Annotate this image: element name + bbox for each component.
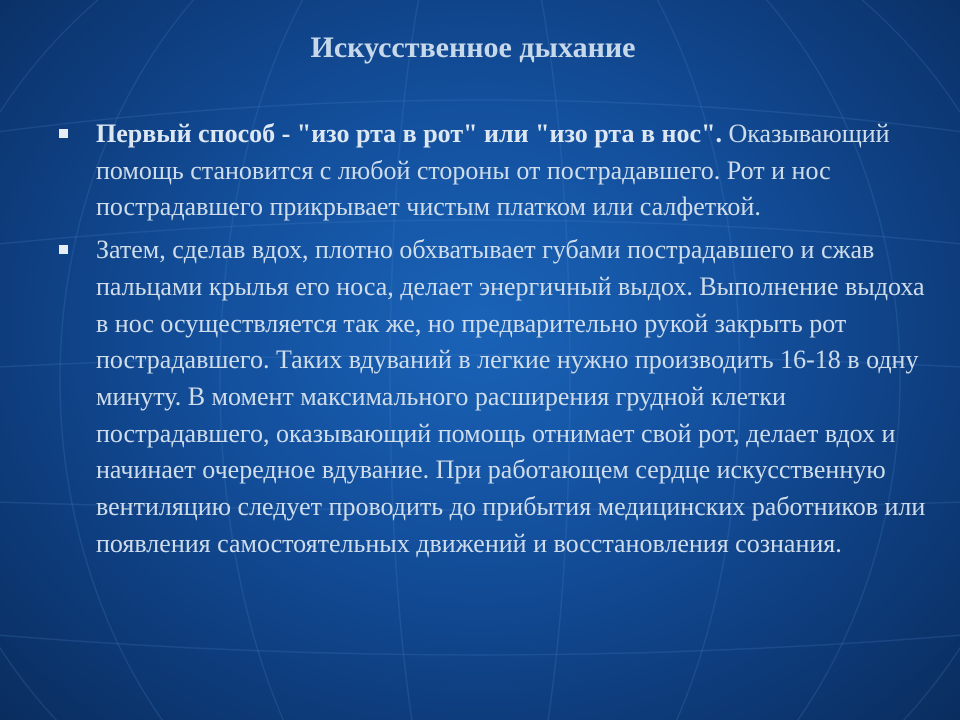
square-bullet-icon — [59, 245, 68, 254]
bullet-item-2 — [56, 232, 936, 562]
bullet-list — [56, 116, 936, 568]
bullet-1-heading: Первый способ - "изо рта в рот" или "изо рта в нос". — [96, 119, 723, 148]
bullet-1-text: Оказывающий помощь становится с любой стороны от пострадавшего. Рот и нос пострадавшего прикрывает чистым платком или салфеткой. — [96, 119, 890, 222]
square-bullet-icon — [59, 129, 68, 138]
slide-title: Искусственное дыхание — [310, 31, 636, 64]
bullet-2-text: Затем, сделав вдох, плотно обхватывает губами пострадавшего и сжав пальцами крылья его носа, делает энергичный выдох. Выполнение выдоха в нос осуществляется так же, но предварительно рукой закрыть рот пострадавшего. Таких вдуваний в легкие нужно производить 16-18 в одну минуту. В момент максимального расширения грудной клетки пострадавшего, оказывающий помощь отнимает свой рот, делает вдох и начинает очередное вдувание. При работающем сердце искусственную вентиляцию следует проводить до прибытия медицинских работников или появления самостоятельных движений и восстановления сознания. — [96, 235, 926, 558]
bullet-item-1 — [56, 116, 936, 226]
